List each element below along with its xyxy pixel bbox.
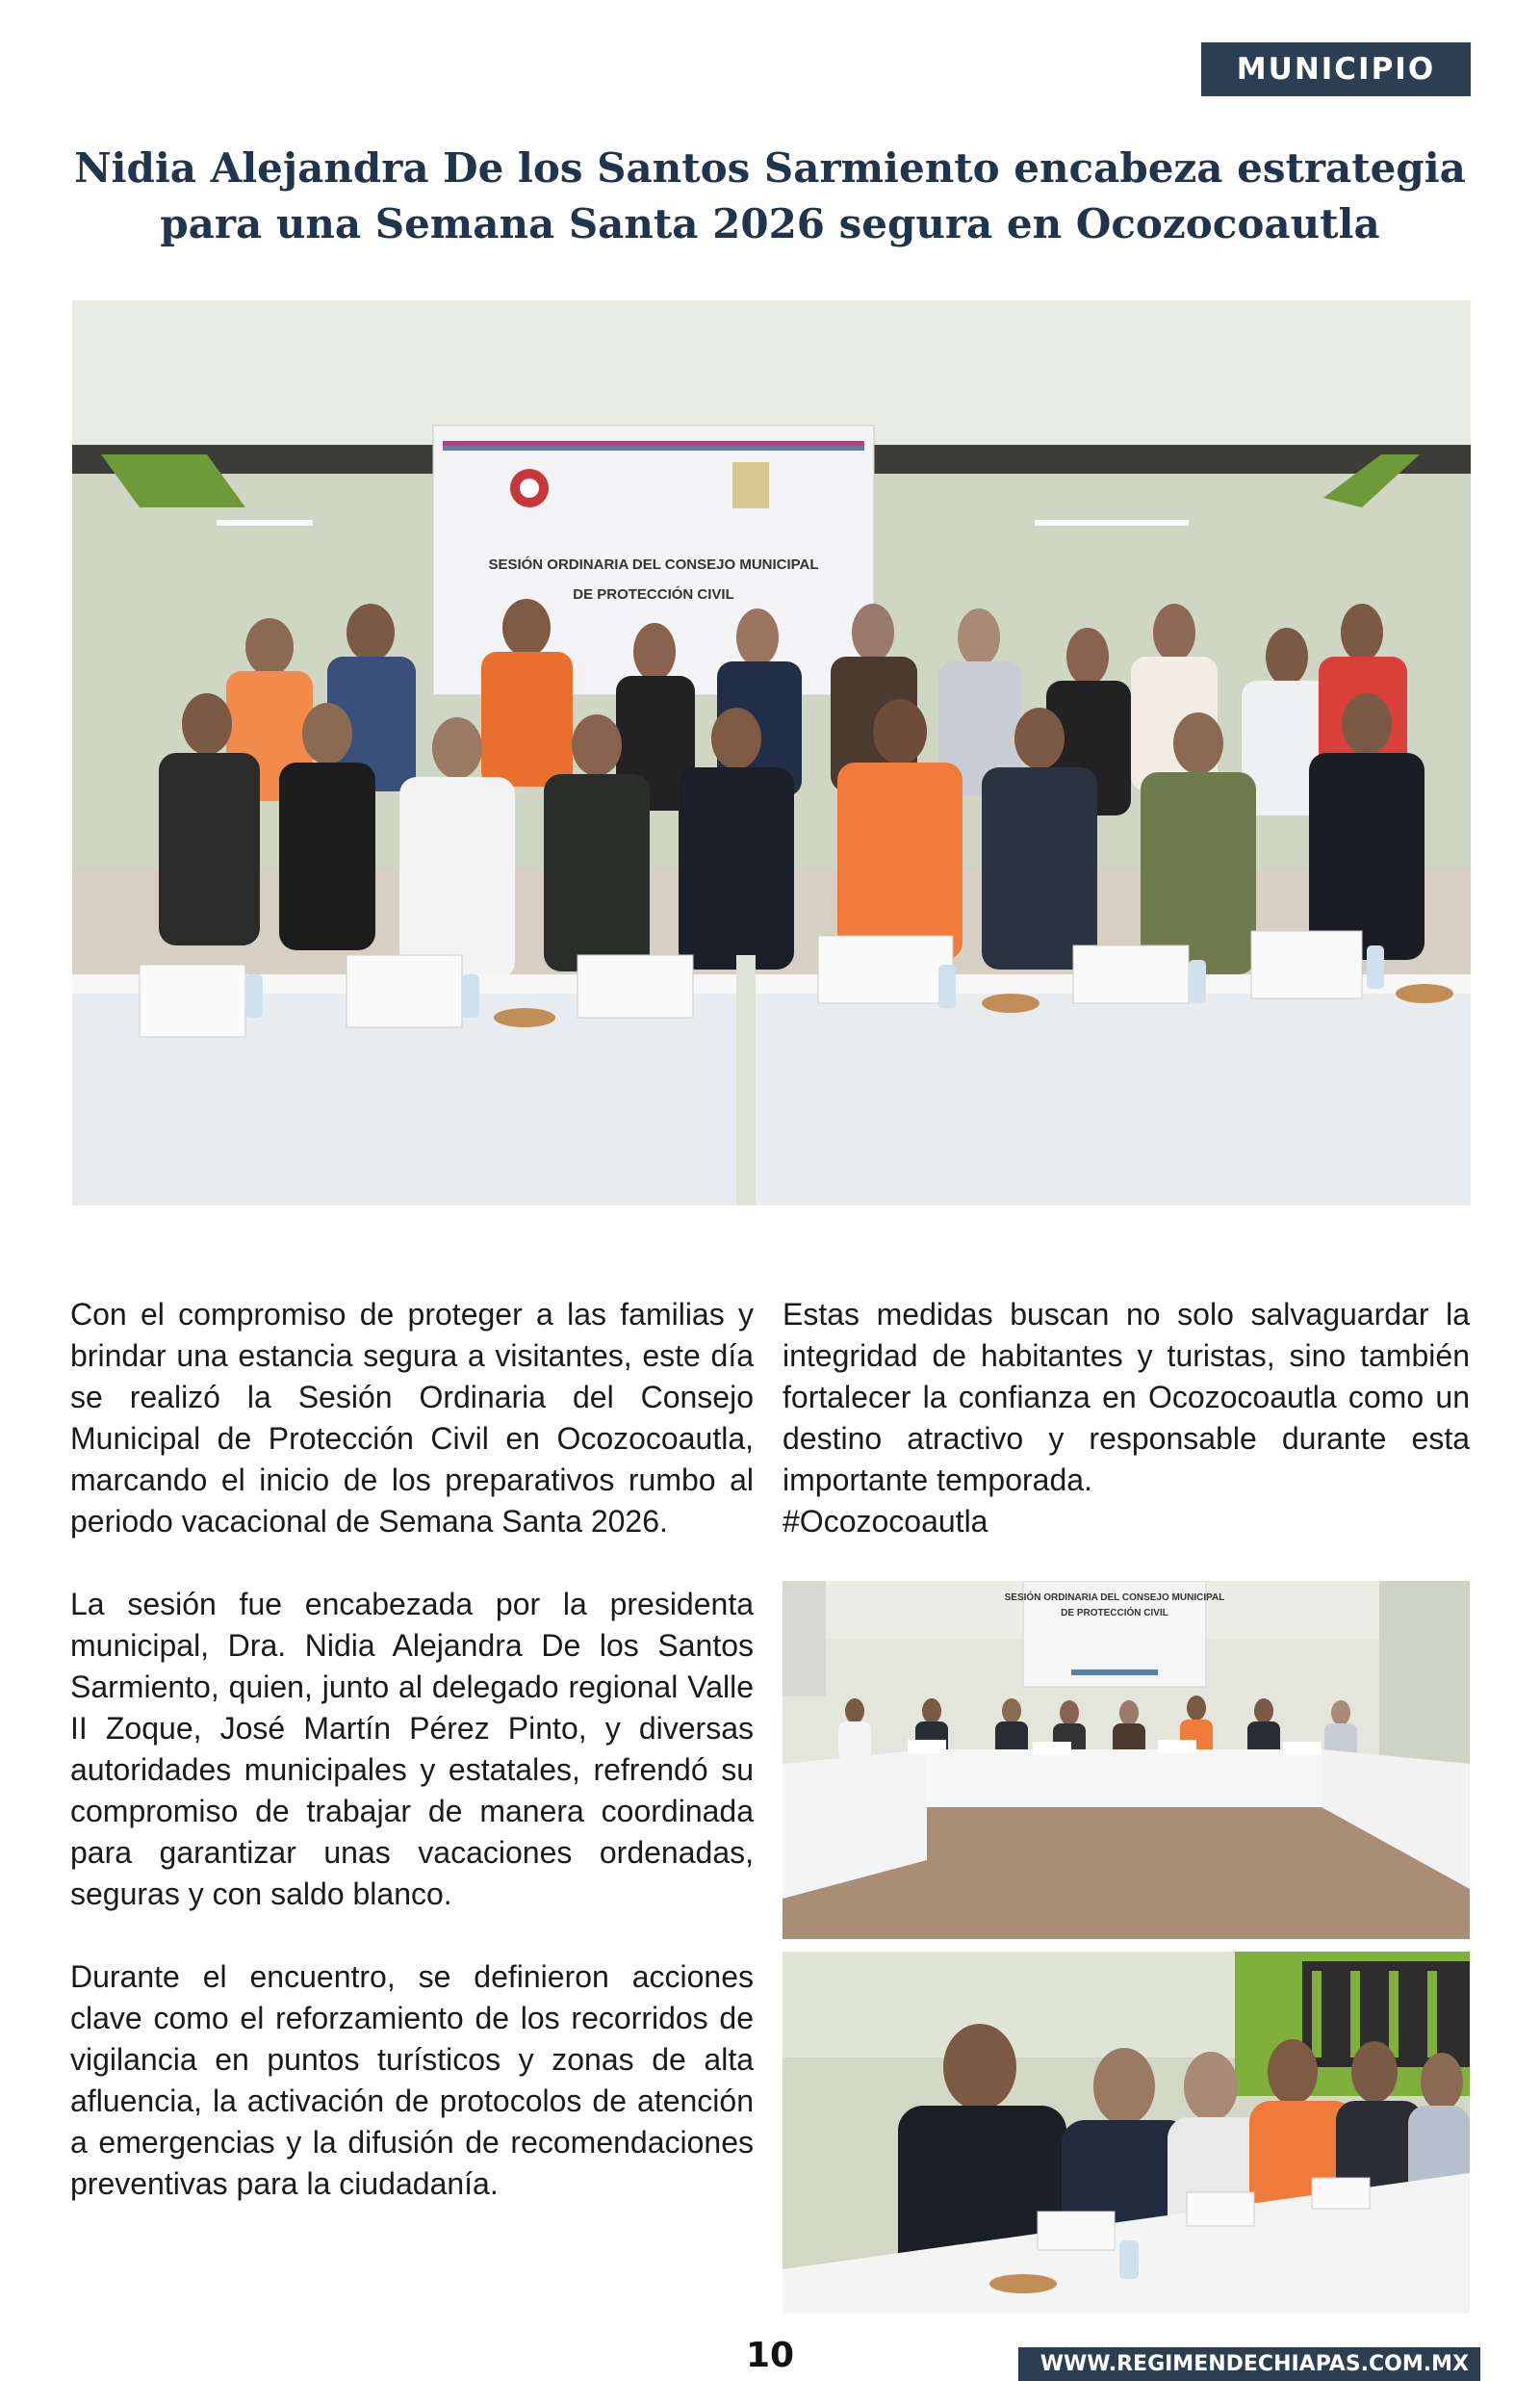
article-paragraph-3: Durante el encuentro, se definieron acciones clave como el reforzamiento de los recorridos de vigilancia en puntos turísticos y zonas de alta afluencia, la activación de protocolos de atención a emergencias y la difusión de recomendaciones preventivas para la ciudadanía. (70, 1959, 754, 2201)
table-closeup-photo (783, 1952, 1470, 2314)
article-paragraph-4: Estas medidas buscan no solo salvaguardar la integridad de habitantes y turistas, sino también fortalecer la confianza en Ocozocoautla como un destino atractivo y responsable durante esta importante temporada. (783, 1297, 1470, 1497)
second-banner-line2: DE PROTECCIÓN CIVIL (1061, 1608, 1168, 1618)
article-column-right (783, 1294, 1470, 1542)
article-paragraph-2: La sesión fue encabezada por la presidenta municipal, Dra. Nidia Alejandra De los Santos Sarmiento, quien, junto al delegado regional Valle II Zoque, José Martín Pérez Pinto, y diversas autoridades municipales y estatales, refrendó su compromiso de trabajar de manera coordinada para garantizar unas vacaciones ordenadas, seguras y con saldo blanco. (70, 1587, 754, 1911)
website-link[interactable]: WWW.REGIMENDECHIAPAS.COM.MX (1018, 2347, 1480, 2381)
main-banner-line2: DE PROTECCIÓN CIVIL (573, 586, 734, 603)
meeting-room-photo (783, 1581, 1470, 1939)
main-banner-line1: SESIÓN ORDINARIA DEL CONSEJO MUNICIPAL (488, 556, 819, 573)
article-headline: Nidia Alejandra De los Santos Sarmiento encabeza estrategia para una Semana Santa 2026 segura en Ocozocoautla (74, 144, 1466, 247)
article-hashtag: #Ocozocoautla (783, 1504, 988, 1539)
article-paragraph-1: Con el compromiso de proteger a las familias y brindar una estancia segura a visitantes, este día se realizó la Sesión Ordinaria del Consejo Municipal de Protección Civil en Ocozocoautla, marcando el inicio de los preparativos rumbo al periodo vacacional de Semana Santa 2026. (70, 1297, 754, 1539)
main-group-photo (72, 300, 1471, 1205)
section-tag: MUNICIPIO (1201, 42, 1471, 96)
second-banner-line1: SESIÓN ORDINARIA DEL CONSEJO MUNICIPAL (1004, 1592, 1225, 1603)
article-column-left (70, 1294, 754, 2246)
page-number: 10 (745, 2336, 795, 2375)
